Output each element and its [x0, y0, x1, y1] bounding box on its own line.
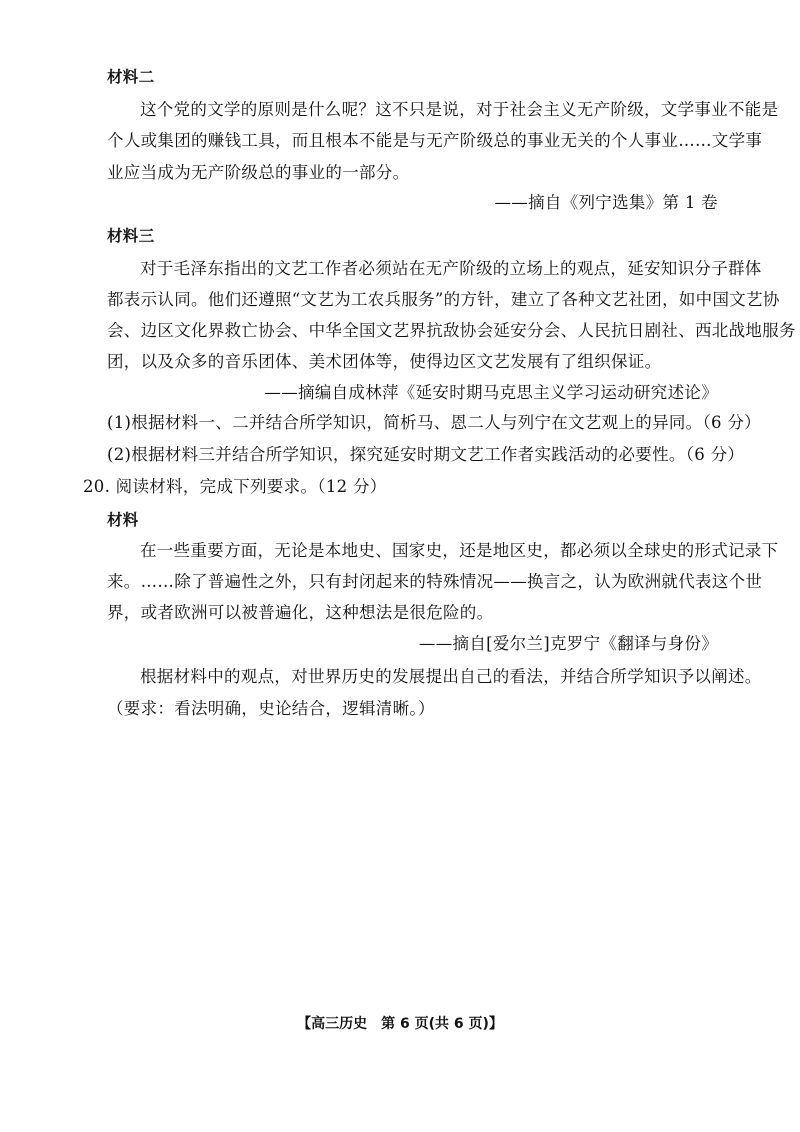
page-footer: 【高三历史 第 6 页(共 6 页)】 — [297, 1016, 503, 1032]
question19-part2: (2)根据材料三并结合所学知识，探究延安时期文艺工作者实践活动的必要性。（6 分） — [107, 445, 745, 464]
material2-line-2: 个人或集团的赚钱工具，而且根本不能是与无产阶级总的事业无关的个人事业……文学事 — [107, 131, 763, 150]
question19-part1: (1)根据材料一、二并结合所学知识，简析马、恩二人与列宁在文艺观上的异同。（6 分） — [107, 413, 761, 432]
question20-requirement: （要求：看法明确，史论结合，逻辑清晰。） — [107, 699, 435, 718]
material2-line-1: 这个党的文学的原则是什么呢？这不只是说，对于社会主义无产阶级，文学事业不能是 — [140, 100, 779, 119]
question20-source: ——摘自[爱尔兰]克罗宁《翻译与身份》 — [418, 634, 718, 653]
question20-title: 20. 阅读材料，完成下列要求。（12 分） — [83, 477, 387, 496]
question20-material-line-2: 来。……除了普遍性之外，只有封闭起来的特殊情况——换言之，认为欧洲就代表这个世 — [107, 572, 763, 591]
question20-material-heading: 材料 — [107, 511, 139, 529]
question20-prompt: 根据材料中的观点，对世界历史的发展提出自己的看法，并结合所学知识予以阐述。 — [140, 667, 762, 686]
material3-line-3: 会、边区文化界救亡协会、中华全国文艺界抗敌协会延安分会、人民抗日剧社、西北战地服务 — [107, 321, 796, 340]
material2-source: ——摘自《列宁选集》第 1 卷 — [494, 193, 718, 212]
material3-line-2: 都表示认同。他们还遵照“文艺为工农兵服务”的方针，建立了各种文艺社团，如中国文艺协 — [107, 290, 780, 309]
question20-material-line-3: 界，或者欧洲可以被普遍化，这种想法是很危险的。 — [107, 603, 494, 622]
material3-line-1: 对于毛泽东指出的文艺工作者必须站在无产阶级的立场上的观点，延安知识分子群体 — [140, 259, 762, 278]
material3-line-4: 团，以及众多的音乐团体、美术团体等，使得边区文艺发展有了组织保证。 — [107, 352, 662, 371]
question20-material-line-1: 在一些重要方面，无论是本地史、国家史，还是地区史，都必须以全球史的形式记录下 — [140, 541, 779, 560]
material3-heading: 材料三 — [107, 227, 155, 245]
material3-source: ——摘编自成林萍《延安时期马克思主义学习运动研究述论》 — [264, 383, 718, 402]
material2-line-3: 业应当成为无产阶级总的事业的一部分。 — [107, 163, 410, 182]
material2-heading: 材料二 — [107, 68, 155, 86]
